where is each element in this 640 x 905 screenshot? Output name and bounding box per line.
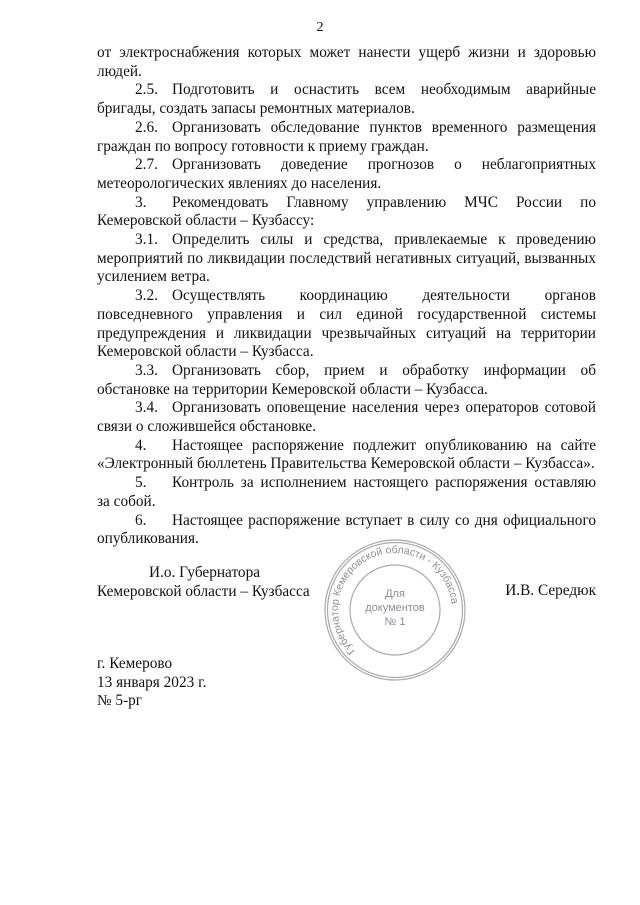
paragraph-number: 2.6. xyxy=(135,118,158,136)
paragraph-number: 3.4. xyxy=(135,399,158,417)
paragraph-3-2 xyxy=(97,287,596,362)
paragraph-2-7 xyxy=(97,156,596,193)
paragraph-number: 3.3. xyxy=(135,361,158,379)
paragraph-3-3 xyxy=(97,362,596,399)
signatory-region: Кемеровской области – Кузбасса xyxy=(97,582,310,600)
paragraph-text: от электроснабжения которых может нанести ущерб жизни и здоровью людей. xyxy=(97,44,596,80)
document-place-date xyxy=(97,655,206,711)
paragraph-2-6 xyxy=(97,119,596,156)
stamp-center-line-1: Для xyxy=(385,588,405,600)
paragraph-text: Организовать обследование пунктов временного размещения граждан по вопросу готовности к приему граждан. xyxy=(97,118,596,155)
paragraph-text: Организовать сбор, прием и обработку информации об обстановке на территории Кемеровской области – Кузбасса. xyxy=(97,361,596,398)
paragraph-text: Настоящее распоряжение вступает в силу со дня официального опубликования. xyxy=(97,511,596,548)
stamp-center-line-3: № 1 xyxy=(384,616,406,628)
paragraph-text: Определить силы и средства, привлекаемые к проведению мероприятий по ликвидации последствий негативных ситуаций, вызванных усилением ветра. xyxy=(97,231,596,286)
paragraph-text: Подготовить и оснастить всем необходимым аварийные бригады, создать запасы ремонтных материалов. xyxy=(97,81,596,118)
paragraph-text: Организовать доведение прогнозов о неблагоприятных метеорологических явлениях до населения. xyxy=(97,156,596,192)
page-number: 2 xyxy=(316,20,324,35)
stamp-center-line-2: документов xyxy=(365,602,425,614)
paragraph-3-4 xyxy=(97,399,596,436)
signatory-position xyxy=(97,564,312,601)
paragraph-number: 3.1. xyxy=(135,231,158,249)
document-body xyxy=(97,44,596,549)
paragraph-number: 2.5. xyxy=(135,81,158,99)
paragraph-number: 3.2. xyxy=(135,287,158,305)
paragraph-3-1 xyxy=(97,231,596,287)
paragraph-number: 6. xyxy=(135,511,147,529)
paragraph-text: Контроль за исполнением настоящего распоряжения оставляю за собой. xyxy=(97,474,596,510)
paragraph-number: 4. xyxy=(135,436,147,454)
document-city: г. Кемерово xyxy=(97,655,173,672)
document-date: 13 января 2023 г. xyxy=(97,673,207,691)
paragraph-number: 2.7. xyxy=(135,156,158,174)
signatory-title: И.о. Губернатора xyxy=(148,564,261,581)
stamp-ring-text: Губернатор Кемеровской области - Кузбасса xyxy=(328,543,461,657)
official-stamp xyxy=(320,535,470,685)
paragraph-text: Осуществлять координацию деятельности органов повседневного управления и сил единой государственной системы предупреждения и ликвидации чрезвычайных ситуаций на территории Кемеровской области – Кузбасса. xyxy=(97,287,596,361)
paragraph-continued xyxy=(97,44,596,81)
paragraph-number: 5. xyxy=(135,474,147,492)
paragraph-text: Организовать оповещение населения через операторов сотовой связи о сложившейся обстановке. xyxy=(97,399,596,436)
paragraph-2-5 xyxy=(97,81,596,118)
document-number: № 5-рг xyxy=(97,692,143,710)
paragraph-text: Рекомендовать Главному управлению МЧС России по Кемеровской области – Кузбассу: xyxy=(97,193,596,230)
signatory-name: И.В. Середюк xyxy=(505,582,596,599)
paragraph-3 xyxy=(97,194,596,231)
paragraph-number: 3. xyxy=(135,193,147,211)
paragraph-5 xyxy=(97,474,596,511)
paragraph-text: Настоящее распоряжение подлежит опубликованию на сайте «Электронный бюллетень Правительства Кемеровской области – Кузбасса». xyxy=(97,436,596,473)
paragraph-4 xyxy=(97,437,596,474)
